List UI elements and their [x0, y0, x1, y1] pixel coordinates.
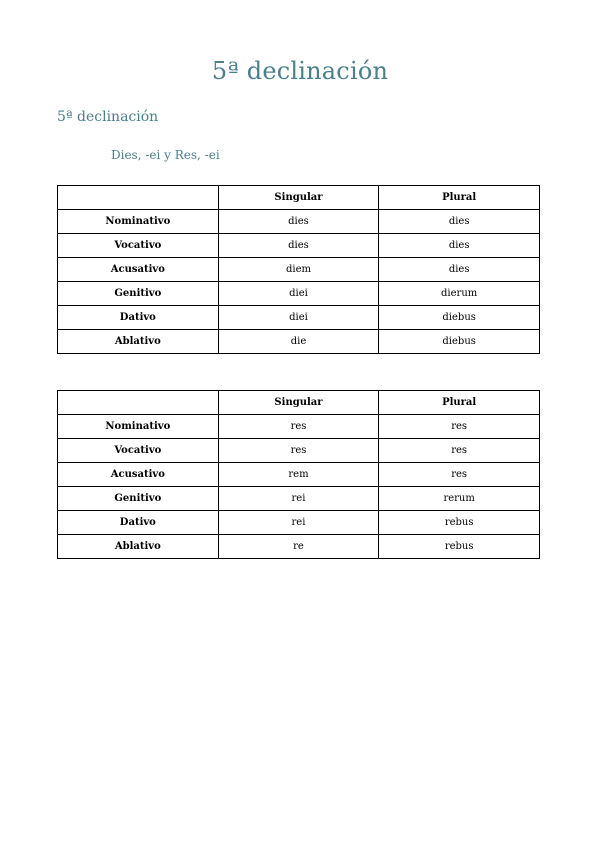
- case-label: Vocativo: [58, 234, 219, 258]
- table-header-row: [58, 391, 540, 415]
- table-row: [58, 439, 540, 463]
- table-header-cell: Singular: [218, 186, 379, 210]
- table-cell: dies: [218, 234, 379, 258]
- case-label: Ablativo: [58, 330, 219, 354]
- declension-table-dies: [57, 185, 540, 354]
- case-label: Vocativo: [58, 439, 219, 463]
- table-cell: dies: [379, 234, 540, 258]
- case-label: Dativo: [58, 306, 219, 330]
- table-cell: rei: [218, 511, 379, 535]
- table-cell: res: [218, 439, 379, 463]
- table-cell: diebus: [379, 330, 540, 354]
- table-cell: rerum: [379, 487, 540, 511]
- page-title: 5ª declinación: [211, 57, 389, 85]
- case-label: Acusativo: [58, 463, 219, 487]
- case-label: Nominativo: [58, 415, 219, 439]
- table-cell: diem: [218, 258, 379, 282]
- table-cell: diebus: [379, 306, 540, 330]
- table-row: [58, 282, 540, 306]
- declension-table-res: [57, 390, 540, 559]
- section-subheading: Dies, -ei y Res, -ei: [111, 148, 220, 162]
- table-header-cell: Plural: [379, 391, 540, 415]
- table-cell: res: [379, 463, 540, 487]
- case-label: Acusativo: [58, 258, 219, 282]
- table-cell: diei: [218, 306, 379, 330]
- table-cell: dies: [379, 258, 540, 282]
- case-label: Dativo: [58, 511, 219, 535]
- table-header-cell: [58, 186, 219, 210]
- table-row: [58, 535, 540, 559]
- table-cell: rei: [218, 487, 379, 511]
- table-cell: rebus: [379, 511, 540, 535]
- table-cell: rem: [218, 463, 379, 487]
- table-row: [58, 511, 540, 535]
- table-row: [58, 306, 540, 330]
- table-row: [58, 258, 540, 282]
- table-header-row: [58, 186, 540, 210]
- table-header-cell: Singular: [218, 391, 379, 415]
- table-cell: die: [218, 330, 379, 354]
- table-row: [58, 234, 540, 258]
- case-label: Nominativo: [58, 210, 219, 234]
- table-cell: res: [379, 439, 540, 463]
- table-row: [58, 330, 540, 354]
- table-cell: res: [218, 415, 379, 439]
- section-heading: 5ª declinación: [57, 109, 159, 125]
- table-cell: re: [218, 535, 379, 559]
- table-cell: rebus: [379, 535, 540, 559]
- table-cell: dies: [218, 210, 379, 234]
- table-row: [58, 415, 540, 439]
- table-header-cell: Plural: [379, 186, 540, 210]
- case-label: Genitivo: [58, 487, 219, 511]
- table-row: [58, 210, 540, 234]
- table-row: [58, 463, 540, 487]
- case-label: Ablativo: [58, 535, 219, 559]
- case-label: Genitivo: [58, 282, 219, 306]
- table-cell: dierum: [379, 282, 540, 306]
- table-cell: res: [379, 415, 540, 439]
- table-header-cell: [58, 391, 219, 415]
- table-row: [58, 487, 540, 511]
- table-cell: diei: [218, 282, 379, 306]
- table-cell: dies: [379, 210, 540, 234]
